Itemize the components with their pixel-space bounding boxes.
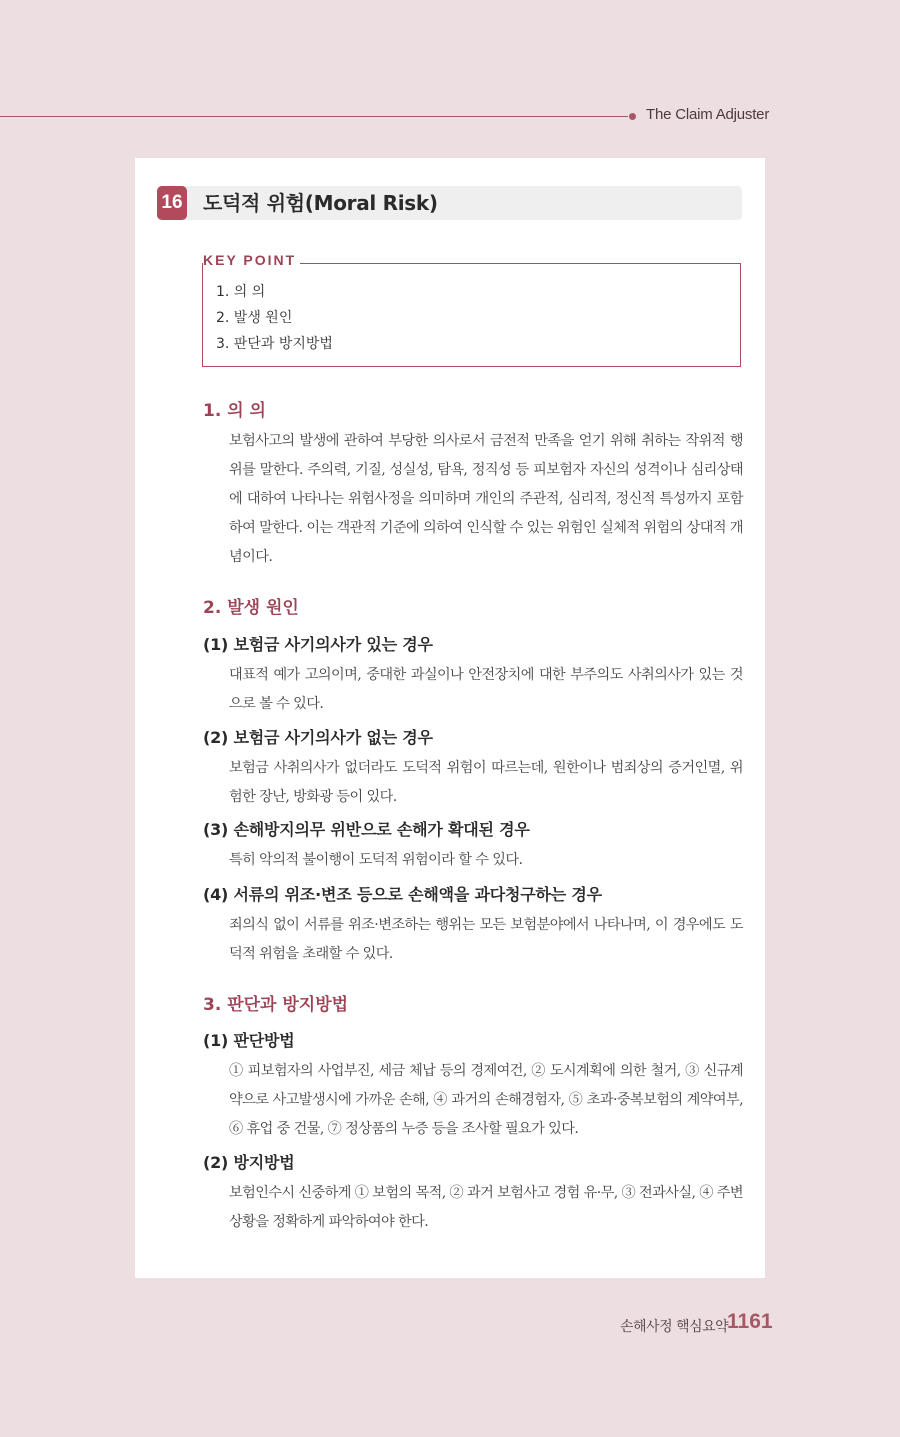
heading-definition: 1. 의 의 [203,401,266,421]
key-point-label: KEY POINT [203,252,300,268]
header-rule [0,116,628,117]
subheading-prevention: (2) 방지방법 [203,1153,295,1172]
definition-paragraph: 보험사고의 발생에 관하여 부당한 의사로서 금전적 만족을 얻기 위해 취하는 작위적 행위를 말한다. 주의력, 기질, 성실성, 탐욕, 정직성 등 피보험자 자신의 성격이나 심리상태에 대하여 나타나는 위험사정을 의미하며 개인의 주관적, 심리적, 정신적 특성까지 포함하여 말한다. 이는 객관적 기준에 의하여 인식할 수 있는 위험인 실체적 위험의 상대적 개념이다. [229,433,743,565]
section-title: 도덕적 위험(Moral Risk) [203,191,438,215]
section-number-badge: 16 [157,186,187,220]
key-point-item: 1. 의 의 [216,284,266,300]
cause-1-paragraph: 대표적 예가 고의이며, 중대한 과실이나 안전장치에 대한 부주의도 사취의사가 있는 것으로 볼 수 있다. [229,667,743,712]
cause-4-paragraph: 죄의식 없이 서류를 위조·변조하는 행위는 모든 보험분야에서 나타나며, 이 경우에도 도덕적 위험을 초래할 수 있다. [229,917,743,962]
cause-2-paragraph: 보험금 사취의사가 없더라도 도덕적 위험이 따르는데, 원한이나 범죄상의 증거인멸, 위험한 장난, 방화광 등이 있다. [229,760,743,805]
running-title: The Claim Adjuster [646,106,770,123]
subheading-detection: (1) 판단방법 [203,1031,295,1050]
footer-book-title: 손해사정 핵심요약 [620,1319,729,1335]
subheading-cause-1: (1) 보험금 사기의사가 있는 경우 [203,635,433,654]
detection-paragraph: ① 피보험자의 사업부진, 세금 체납 등의 경제여건, ② 도시계획에 의한 철거, ③ 신규계약으로 사고발생시에 가까운 손해, ④ 과거의 손해경험자, ⑤ 초과·중복보험의 계약여부, ⑥ 휴업 중 건물, ⑦ 정상품의 누증 등을 조사할 필요가 있다. [229,1063,743,1137]
page-number: 1161 [727,1310,773,1333]
heading-detection-prevention: 3. 판단과 방지방법 [203,995,349,1015]
subheading-cause-4: (4) 서류의 위조·변조 등으로 손해액을 과다청구하는 경우 [203,885,602,904]
subheading-cause-2: (2) 보험금 사기의사가 없는 경우 [203,728,433,747]
subheading-cause-3: (3) 손해방지의무 위반으로 손해가 확대된 경우 [203,820,530,839]
heading-causes: 2. 발생 원인 [203,598,299,618]
key-point-item: 2. 발생 원인 [216,310,293,326]
cause-3-paragraph: 특히 악의적 불이행이 도덕적 위험이라 할 수 있다. [229,852,523,868]
key-point-item: 3. 판단과 방지방법 [216,336,333,352]
header-bullet-icon [629,113,636,120]
prevention-paragraph: 보험인수시 신중하게 ① 보험의 목적, ② 과거 보험사고 경험 유·무, ③ 전과사실, ④ 주변상황을 정확하게 파악하여야 한다. [229,1185,743,1230]
